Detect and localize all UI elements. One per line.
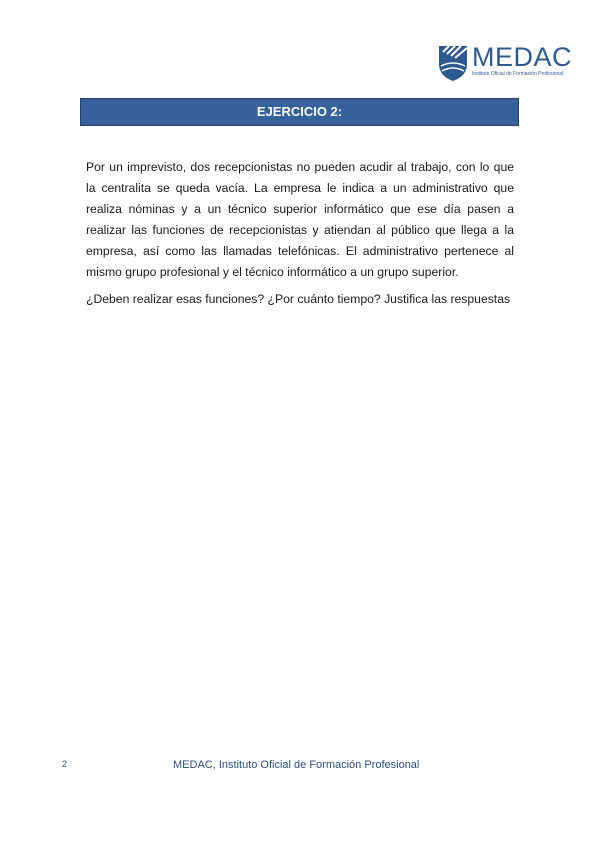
medac-emblem-icon	[437, 42, 469, 82]
exercise-paragraph: Por un imprevisto, dos recepcionistas no pueden acudir al trabajo, con lo que la centralita se queda vacía. La empresa le indica a un administrativo que realiza nóminas y a un técnico superior informático que ese día pasen a realizar las funciones de recepcionistas y atiendan al público que llega a la empresa, así como las llamadas telefónicas. El administrativo pertenece al mismo grupo profesional y el técnico informático a un grupo superior.	[86, 160, 514, 279]
logo-name: MEDAC	[472, 42, 573, 72]
exercise-title-banner: EJERCICIO 2:	[80, 98, 519, 126]
footer-text: MEDAC, Instituto Oficial de Formación Profesional	[173, 759, 420, 771]
logo-subtitle: Instituto Oficial de Formación Profesional	[472, 71, 564, 77]
page-number: 2	[62, 759, 68, 769]
medac-logo	[437, 42, 572, 82]
exercise-question: ¿Deben realizar esas funciones? ¿Por cuánto tiempo? Justifica las respuestas	[86, 292, 511, 306]
